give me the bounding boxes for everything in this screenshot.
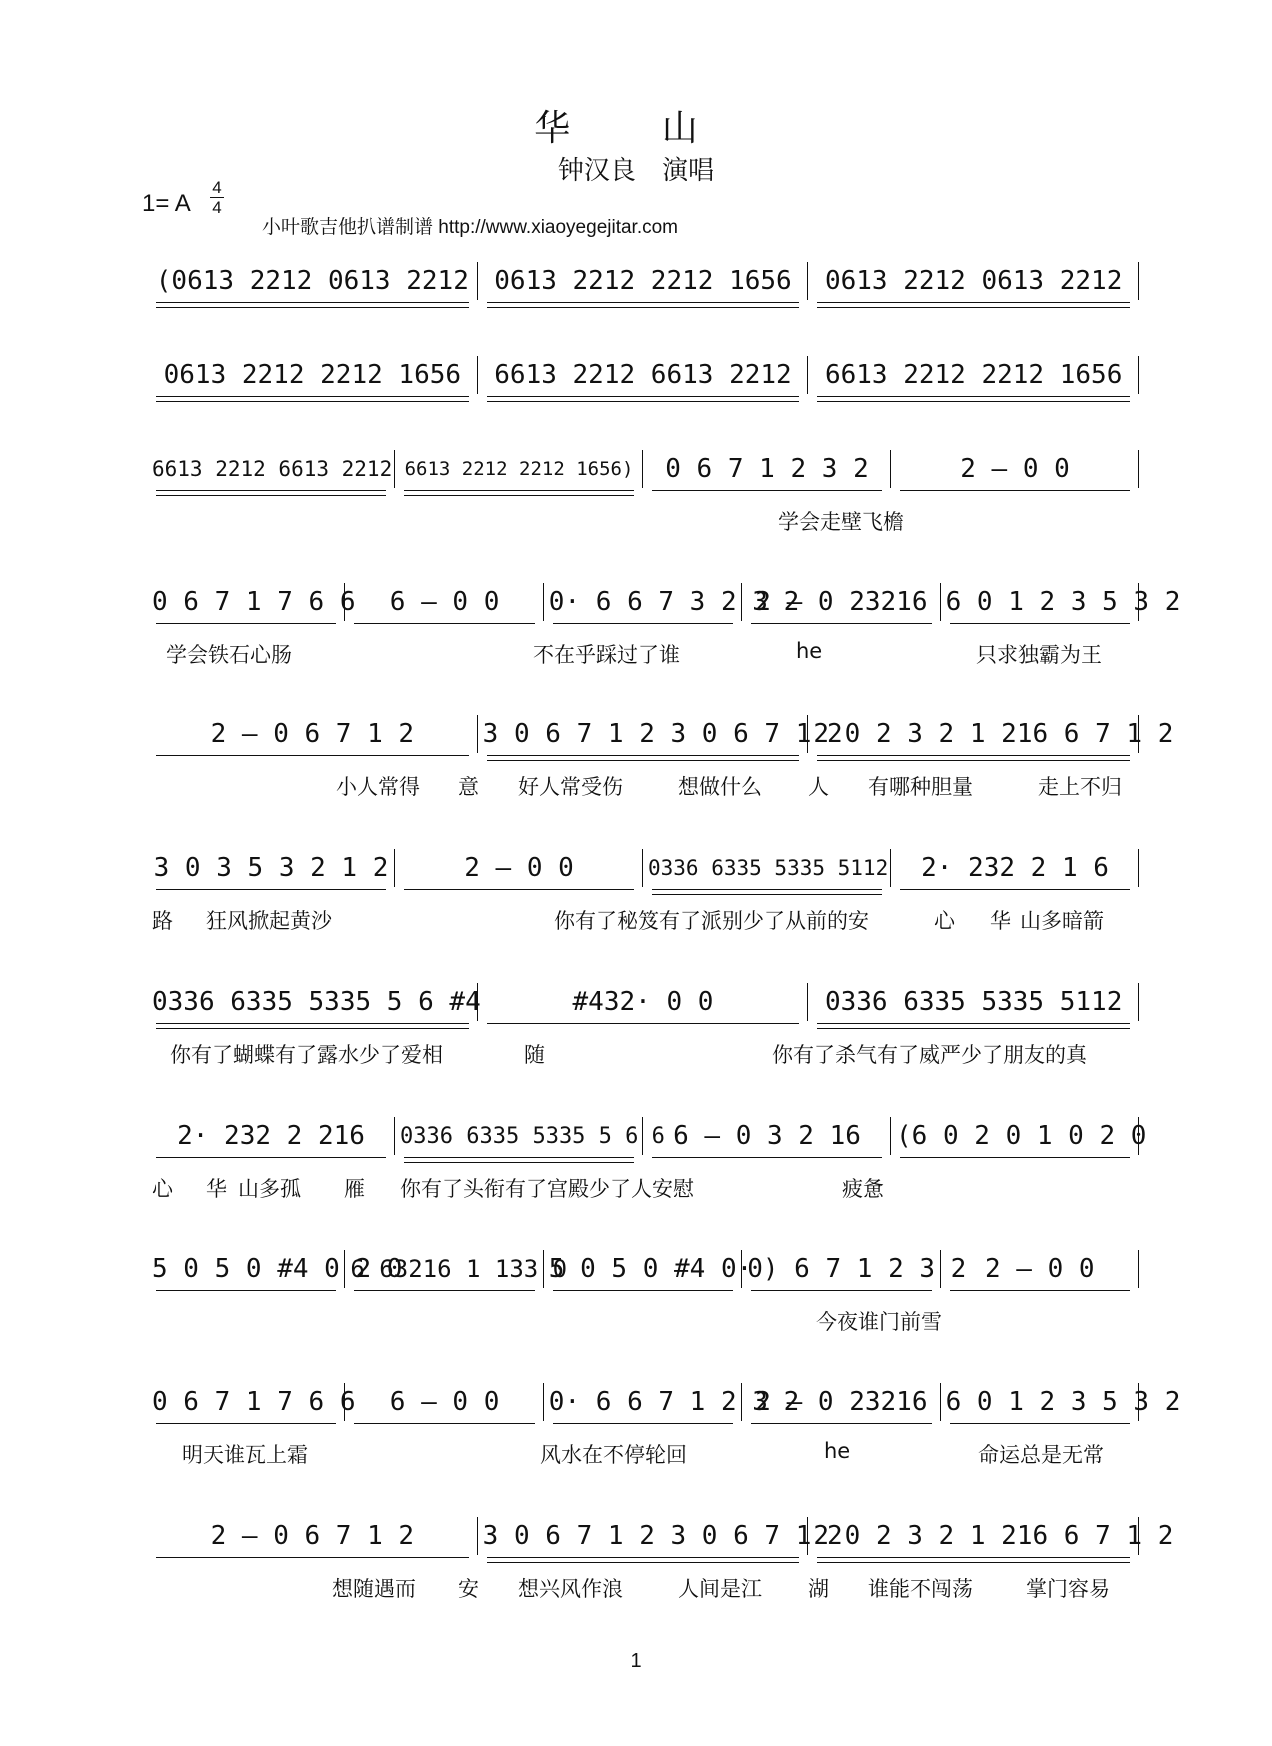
bar-line [1138, 1517, 1139, 1555]
beam-line [156, 1023, 469, 1024]
bar-line [477, 715, 478, 753]
lyric-text: he [824, 1439, 851, 1463]
beam-line [156, 1423, 336, 1424]
beam-line-secondary [487, 307, 800, 308]
bar-line [1138, 1383, 1139, 1421]
measure: 6 0 1 2 3 5 3 2 [945, 1387, 1181, 1417]
note-line [148, 1517, 1174, 1557]
beam-line-secondary [487, 401, 800, 402]
measure: 2 – 0 23216 [755, 587, 928, 617]
measure: 0· 6 6 7 3 2 3 2 [548, 587, 800, 617]
lyric-text: 不在乎踩过了谁 [533, 643, 680, 667]
lyric-text: 人间是江 [678, 1577, 762, 1601]
song-title: 华 山 [534, 108, 738, 149]
beam-line [156, 1157, 386, 1158]
note-line [148, 1383, 1181, 1423]
bar-line [642, 849, 643, 887]
measure: 0613 2212 2212 1656 [163, 360, 462, 390]
bar-line [543, 1250, 544, 1288]
lyric-text: 有哪种胆量 [868, 775, 973, 799]
bar-line [477, 983, 478, 1021]
lyric-text: 疲惫 [842, 1177, 884, 1201]
beam-line [156, 490, 386, 491]
lyric-text: 安 [458, 1577, 479, 1601]
lyric-text: 狂风掀起黄沙 [206, 909, 332, 933]
measure: 6 – 0 0 [389, 1387, 500, 1417]
bar-line [807, 1517, 808, 1555]
measure: 3 0 6 7 1 2 3 0 6 7 1 2 [482, 719, 843, 749]
beam-line-secondary [404, 1162, 634, 1163]
lyric-text: 山多暗箭 [1020, 909, 1104, 933]
score-row [148, 583, 1181, 673]
bar-line [477, 262, 478, 300]
bar-line [1138, 450, 1139, 488]
beam-line [751, 623, 931, 624]
measure: 6613 2212 6613 2212 [152, 457, 393, 481]
beam-line [817, 1023, 1130, 1024]
score-row [148, 1117, 1147, 1207]
beam-line [156, 396, 469, 397]
lyric-text: 风水在不停轮回 [540, 1443, 687, 1467]
beam-line-secondary [156, 495, 386, 496]
beam-line [950, 1423, 1130, 1424]
lyric-text: 你有了秘笈有了派别少了从前的安 [554, 909, 869, 933]
bar-line [1138, 1250, 1139, 1288]
bar-line [344, 583, 345, 621]
beam-line [354, 623, 534, 624]
score-row [148, 1383, 1181, 1473]
measure: 2 – 0 23216 [755, 1387, 928, 1417]
measure: (0613 2212 0613 2212 [155, 266, 469, 296]
measure: 5 0 5 0 #4 0 2 0 [152, 1254, 403, 1284]
beam-line-secondary [817, 1562, 1130, 1563]
measure: 2 – 0 6 7 1 2 [210, 1521, 415, 1551]
beam-line-secondary [817, 1028, 1130, 1029]
note-line [148, 1250, 1140, 1290]
bar-line [394, 849, 395, 887]
bar-line [642, 1117, 643, 1155]
lyric-text: 想做什么 [678, 775, 762, 799]
beam-line [487, 755, 800, 756]
beam-line [553, 1423, 733, 1424]
measure: 2 – 0 6 7 1 2 [210, 719, 415, 749]
beam-line-secondary [487, 1562, 800, 1563]
beam-line [900, 1157, 1130, 1158]
beam-line [817, 396, 1130, 397]
note-line [148, 450, 1140, 490]
measure: 2 – 0 0 [960, 454, 1070, 484]
lyric-text: 命运总是无常 [978, 1443, 1104, 1467]
measure: 0336 6335 5335 5 6 #4 [152, 987, 481, 1017]
measure: 2 0 2 3 2 1 216 6 7 1 2 [813, 1521, 1174, 1551]
bar-line [1138, 849, 1139, 887]
bar-line [940, 583, 941, 621]
lyric-text: 你有了杀气有了威严少了朋友的真 [772, 1043, 1087, 1067]
beam-line [817, 1557, 1130, 1558]
measure: 6 – 0 3 2 16 [673, 1121, 861, 1151]
measure: 0336 6335 5335 5112 [824, 987, 1123, 1017]
lyric-text: 心 [934, 909, 955, 933]
beam-line-secondary [404, 495, 634, 496]
lyric-text: 想随遇而 [332, 1577, 416, 1601]
bar-line [344, 1383, 345, 1421]
time-signature-bottom: 4 [212, 198, 222, 217]
bar-line [741, 1250, 742, 1288]
lyric-text: 小人常得 [336, 775, 420, 799]
lyric-text: 学会铁石心肠 [166, 643, 292, 667]
lyric-text: 意 [458, 775, 479, 799]
measure: 6613 2212 2212 1656 [824, 360, 1123, 390]
lyric-text: 路 [152, 909, 173, 933]
measure: 2 0 2 3 2 1 216 6 7 1 2 [813, 719, 1174, 749]
beam-line [404, 889, 634, 890]
bar-line [890, 849, 891, 887]
bar-line [807, 356, 808, 394]
beam-line [950, 1290, 1130, 1291]
singer-credit: 钟汉良 演唱 [557, 156, 715, 186]
bar-line [477, 356, 478, 394]
beam-line [156, 623, 336, 624]
time-signature [207, 178, 227, 217]
lyric-text: 今夜谁门前雪 [816, 1310, 942, 1334]
bar-line [1138, 356, 1139, 394]
measure: 6 63216 1 133 0 [350, 1255, 568, 1283]
lyric-text: 明天谁瓦上霜 [182, 1443, 308, 1467]
score-row [148, 715, 1174, 805]
note-line [148, 262, 1140, 302]
beam-line-secondary [817, 401, 1130, 402]
lyric-text: 华 [206, 1177, 227, 1201]
lyric-text: 华 [990, 909, 1011, 933]
bar-line [1138, 262, 1139, 300]
beam-line-secondary [652, 894, 882, 895]
note-line [148, 1117, 1147, 1157]
lyric-text: he [796, 639, 823, 663]
bar-line [1138, 1117, 1139, 1155]
bar-line [1138, 983, 1139, 1021]
lyric-text: 只求独霸为王 [976, 643, 1102, 667]
lyric-text: 谁能不闯荡 [868, 1577, 973, 1601]
page-number: 1 [630, 1650, 642, 1672]
measure: 2· 232 2 1 6 [921, 853, 1109, 883]
measure: 0336 6335 5335 5112 [648, 856, 889, 880]
beam-line [156, 755, 469, 756]
bar-line [543, 1383, 544, 1421]
bar-line [394, 450, 395, 488]
beam-line [354, 1290, 534, 1291]
score-row [148, 1517, 1174, 1607]
beam-line-secondary [817, 307, 1130, 308]
bar-line [741, 583, 742, 621]
beam-line [487, 396, 800, 397]
beam-line [156, 1290, 336, 1291]
measure: #432· 0 0 [572, 987, 714, 1017]
beam-line [652, 490, 882, 491]
score-row [148, 983, 1140, 1073]
lyric-text: 随 [524, 1043, 545, 1067]
beam-line [156, 302, 469, 303]
lyric-text: 学会走壁飞檐 [778, 510, 904, 534]
beam-line-secondary [156, 1028, 469, 1029]
beam-line-secondary [156, 401, 469, 402]
note-line [148, 715, 1174, 755]
measure: 6 0 1 2 3 5 3 2 [945, 587, 1181, 617]
lyric-text: 雁 [344, 1177, 365, 1201]
beam-line-secondary [156, 307, 469, 308]
measure: 2 – 0 0 [985, 1254, 1095, 1284]
beam-line [156, 889, 386, 890]
measure: 2· 232 2 216 [177, 1121, 365, 1151]
beam-line [156, 1557, 469, 1558]
measure: 0613 2212 2212 1656 [494, 266, 792, 296]
measure: (6 0 2 0 1 0 2 0 [896, 1121, 1147, 1151]
measure: 5 0 5 0 #4 0· [548, 1254, 753, 1284]
measure: 0 6 7 1 2 3 2 [665, 454, 869, 484]
lyric-text: 山多孤 [238, 1177, 301, 1201]
note-line [148, 983, 1140, 1023]
key-signature: 1= A [142, 190, 191, 217]
measure: 6 – 0 0 [389, 587, 500, 617]
measure: 3 0 6 7 1 2 3 0 6 7 1 2 [482, 1521, 843, 1551]
beam-line [817, 755, 1130, 756]
bar-line [807, 715, 808, 753]
measure: 6613 2212 2212 1656) [404, 458, 634, 480]
measure: 0613 2212 0613 2212 [824, 266, 1123, 296]
note-line [148, 583, 1181, 623]
bar-line [543, 583, 544, 621]
time-signature-top: 4 [212, 178, 222, 197]
beam-line [404, 490, 634, 491]
lyric-text: 想兴风作浪 [518, 1577, 623, 1601]
score-row [148, 450, 1140, 540]
beam-line [553, 623, 733, 624]
lyric-text: 你有了蝴蝶有了露水少了爱相 [170, 1043, 443, 1067]
measure: 0 6 7 1 7 6 6 [152, 587, 356, 617]
bar-line [477, 1517, 478, 1555]
beam-line [404, 1157, 634, 1158]
lyric-text: 好人常受伤 [518, 775, 623, 799]
measure: 6613 2212 6613 2212 [494, 360, 792, 390]
score-row [148, 849, 1140, 939]
transcriber-credit: 小叶歌吉他扒谱制谱 http://www.xiaoyegejitar.com [262, 217, 678, 238]
beam-line [652, 889, 882, 890]
beam-line [487, 1023, 800, 1024]
score-row [148, 262, 1140, 352]
beam-line [817, 302, 1130, 303]
beam-line [354, 1423, 534, 1424]
beam-line-secondary [817, 760, 1130, 761]
lyric-text: 你有了头衔有了宫殿少了人安慰 [400, 1177, 694, 1201]
bar-line [807, 262, 808, 300]
score-row [148, 1250, 1140, 1340]
beam-line [487, 1557, 800, 1558]
bar-line [394, 1117, 395, 1155]
bar-line [344, 1250, 345, 1288]
bar-line [1138, 715, 1139, 753]
beam-line [751, 1423, 931, 1424]
measure: 3 0 3 5 3 2 1 2 [153, 853, 389, 883]
beam-line [487, 302, 800, 303]
bar-line [890, 450, 891, 488]
beam-line [553, 1290, 733, 1291]
measure: 0 6 7 1 7 6 6 [152, 1387, 356, 1417]
measure: 0336 6335 5335 5 6 6 [400, 1123, 665, 1149]
measure: 0· 6 6 7 1 2 3 2 [548, 1387, 800, 1417]
beam-line [900, 889, 1130, 890]
note-line [148, 849, 1140, 889]
measure: 2 – 0 0 [464, 853, 574, 883]
bar-line [940, 1250, 941, 1288]
beam-line-secondary [487, 760, 800, 761]
beam-line [751, 1290, 931, 1291]
measure: 0) 6 7 1 2 3 2 [747, 1254, 967, 1284]
bar-line [642, 450, 643, 488]
bar-line [807, 983, 808, 1021]
beam-line [950, 623, 1130, 624]
lyric-text: 湖 [808, 1577, 829, 1601]
bar-line [940, 1383, 941, 1421]
bar-line [741, 1383, 742, 1421]
lyric-text: 走上不归 [1038, 775, 1122, 799]
bar-line [1138, 583, 1139, 621]
lyric-text: 掌门容易 [1026, 1577, 1110, 1601]
score-row [148, 356, 1140, 446]
note-line [148, 356, 1140, 396]
lyric-text: 人 [808, 775, 829, 799]
bar-line [890, 1117, 891, 1155]
lyric-text: 心 [152, 1177, 173, 1201]
beam-line [652, 1157, 882, 1158]
beam-line [900, 490, 1130, 491]
